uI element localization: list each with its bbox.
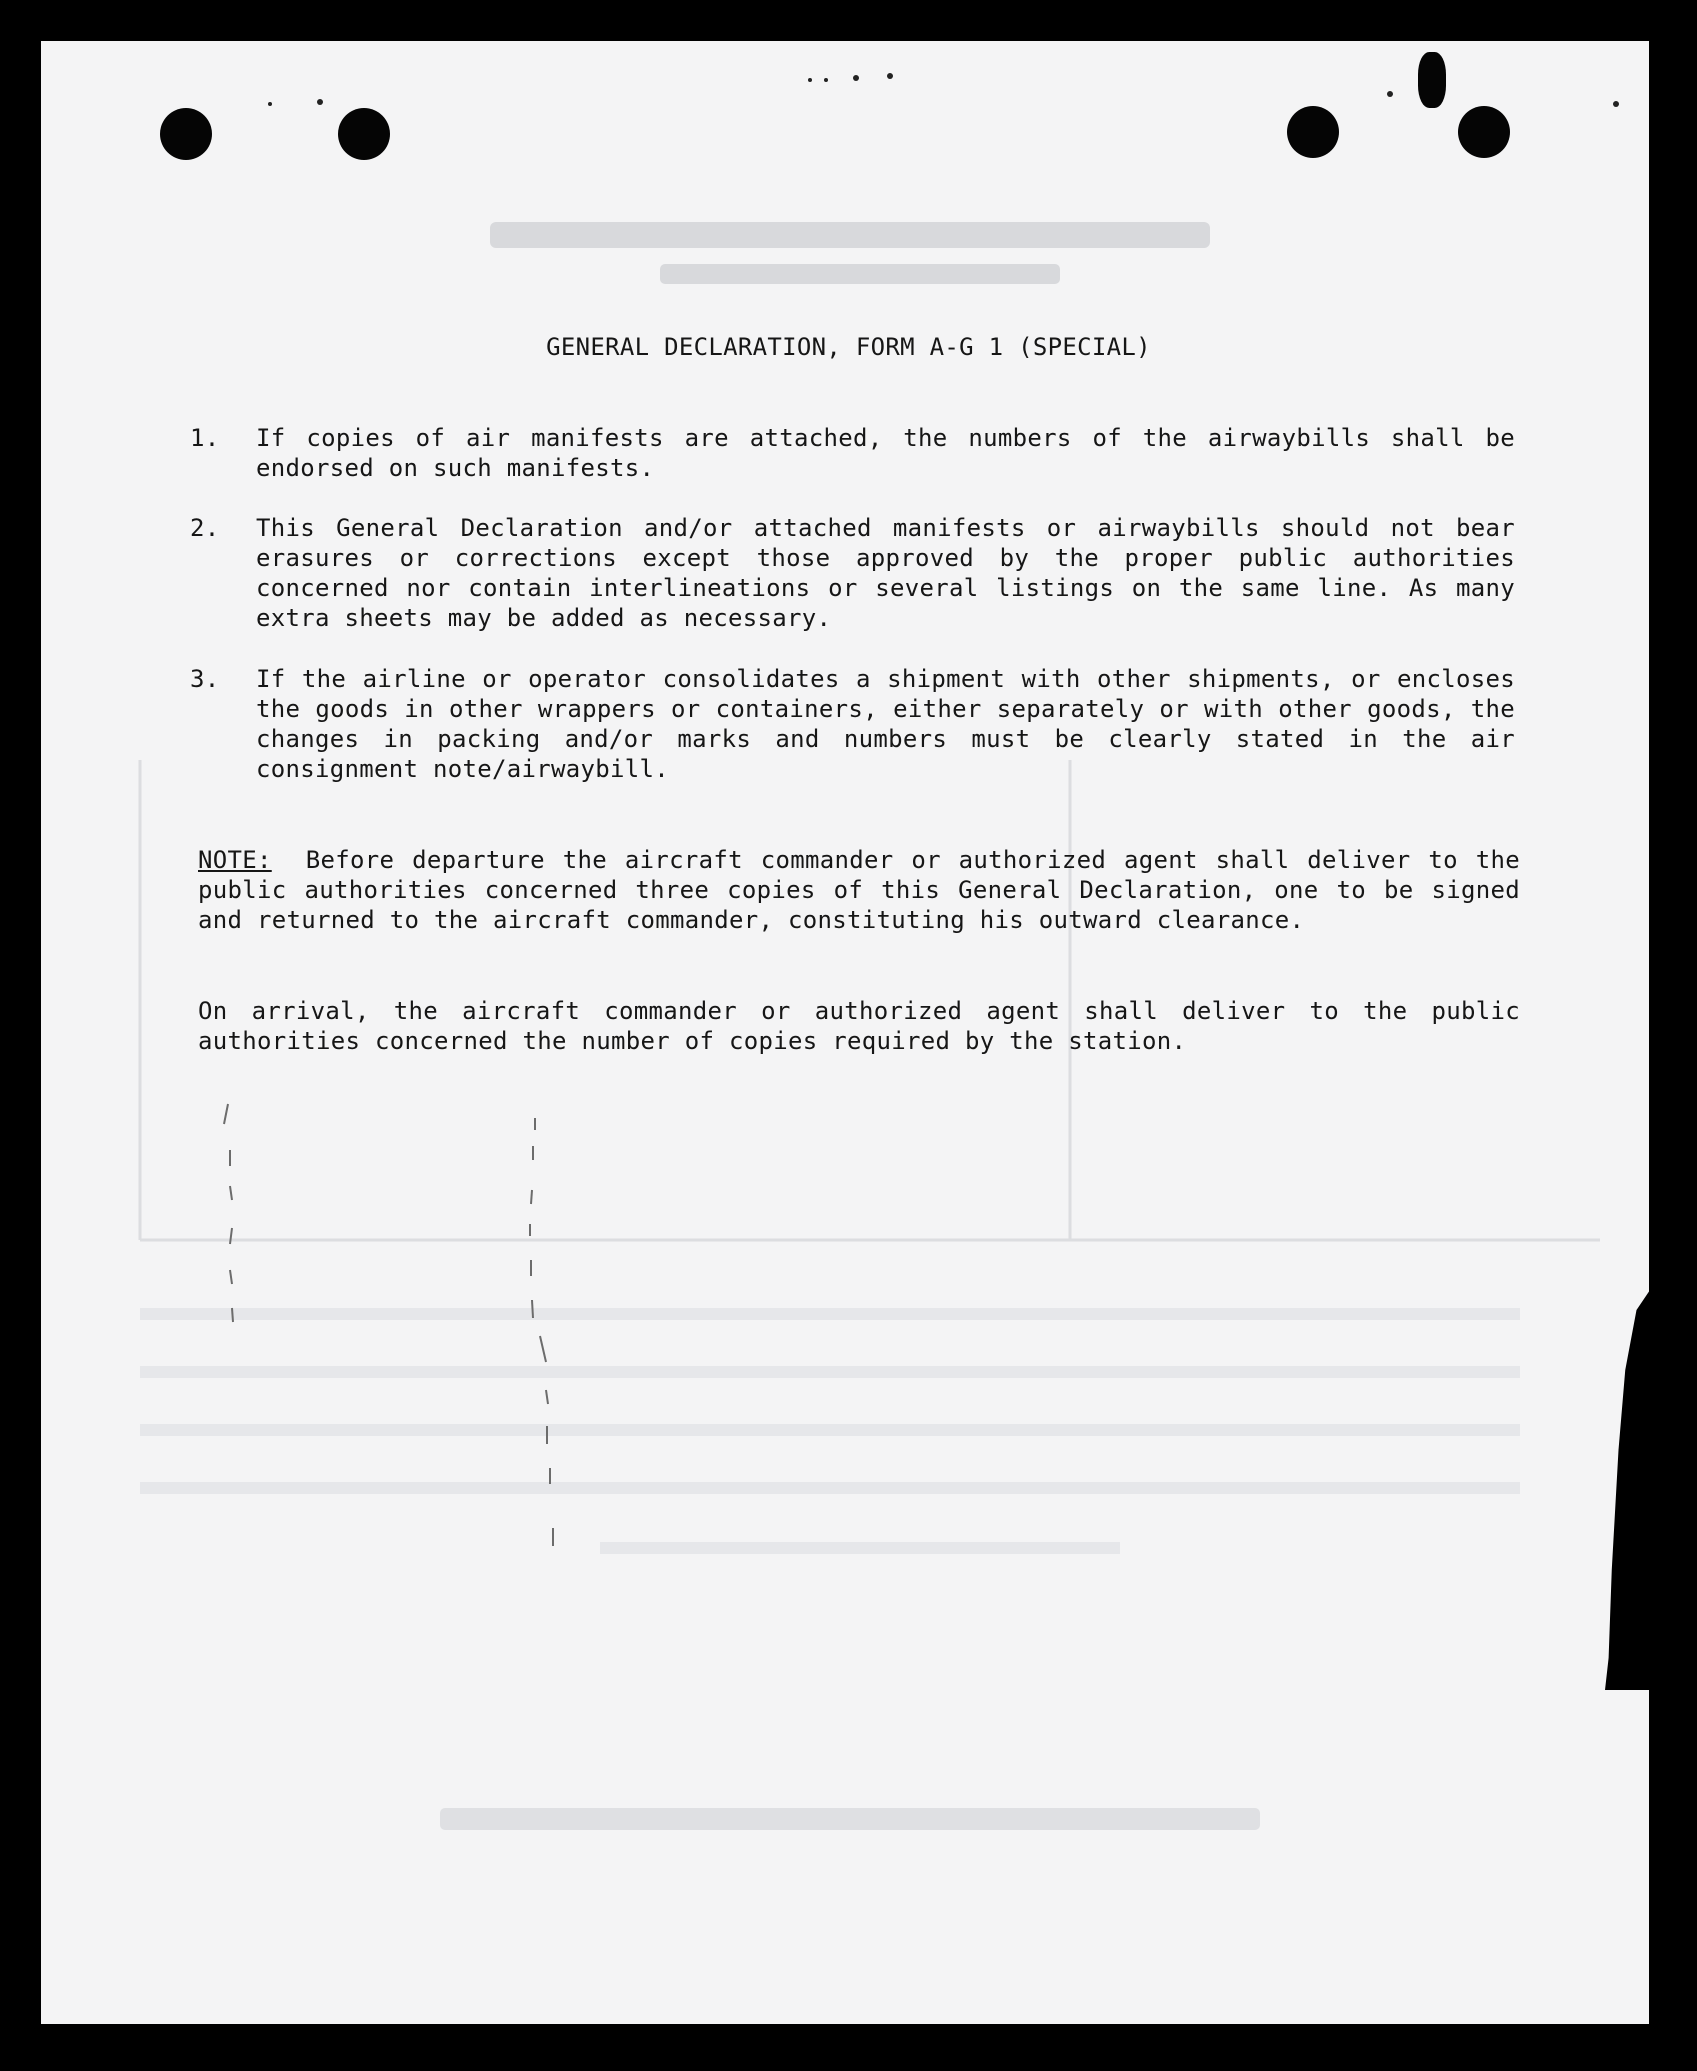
list-item-text: If the airline or operator consolidates a shipment with other shipments, or encloses the goods in other wrappers or containers, either separately or with other goods, the changes in packing and/or marks and numbers must be clearly stated in the air consignment note/airwaybill.: [256, 665, 1515, 783]
document-title: GENERAL DECLARATION, FORM A-G 1 (SPECIAL): [546, 333, 1151, 361]
punch-hole-left-2: [338, 108, 390, 160]
list-item-text: If copies of air manifests are attached, the numbers of the airwaybills shall be endorsed on such manifests.: [256, 424, 1515, 482]
note-paragraph: [198, 845, 1520, 935]
punch-mark-top-right: [1418, 52, 1446, 108]
list-item-number: 3.: [190, 665, 220, 693]
list-item: [190, 664, 1515, 784]
list-item: [190, 423, 1515, 483]
note-label: NOTE:: [198, 846, 272, 874]
list-item: [190, 513, 1515, 633]
list-item-text: This General Declaration and/or attached manifests or airwaybills should not bear erasures or corrections except those approved by the proper public authorities concerned nor contain interlineations or several listings on the same line. As many extra sheets may be added as necessary.: [256, 514, 1515, 632]
list-item-number: 2.: [190, 514, 220, 542]
arrival-paragraph: On arrival, the aircraft commander or authorized agent shall deliver to the public authorities concerned the number of copies required by the station.: [198, 997, 1520, 1055]
list-item-number: 1.: [190, 424, 220, 452]
note-text: Before departure the aircraft commander or authorized agent shall deliver to the public authorities concerned three copies of this General Declaration, one to be signed and returned to the aircraft commander, constituting his outward clearance.: [198, 846, 1520, 934]
punch-hole-left-1: [160, 108, 212, 160]
punch-hole-right-1: [1287, 106, 1339, 158]
punch-hole-right-2: [1458, 106, 1510, 158]
